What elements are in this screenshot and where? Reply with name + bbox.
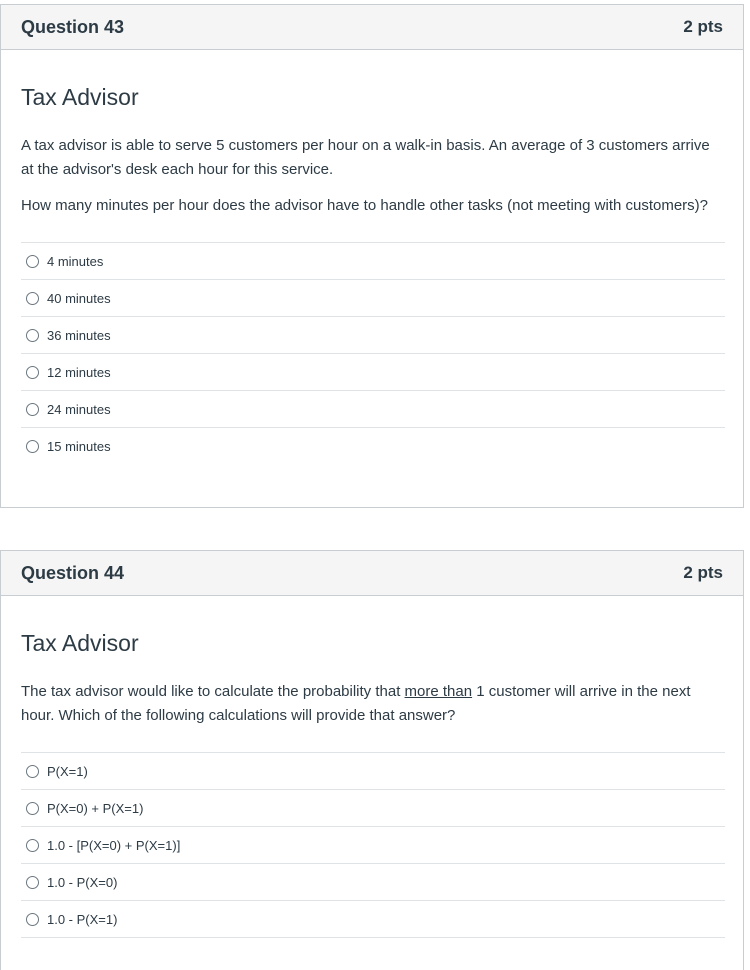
radio-button[interactable] [26, 366, 39, 379]
answer-label: 1.0 - [P(X=0) + P(X=1)] [47, 837, 181, 853]
answer-option[interactable] [21, 280, 725, 317]
answer-option[interactable] [21, 753, 725, 790]
radio-button[interactable] [26, 913, 39, 926]
answer-label: 36 minutes [47, 327, 111, 343]
answer-option[interactable] [21, 391, 725, 428]
question-title: Question 43 [21, 16, 125, 37]
answer-option[interactable] [21, 827, 725, 864]
question-43 [0, 4, 744, 508]
question-text-1: A tax advisor is able to serve 5 customers per hour on a walk-in basis. An average of 3 customers arrive at the advisor's desk each hour for this service. [21, 137, 710, 178]
answer-option[interactable] [21, 901, 725, 938]
answer-option[interactable] [21, 317, 725, 354]
answer-option[interactable] [21, 428, 725, 465]
answer-label: 15 minutes [47, 439, 111, 454]
question-title: Question 44 [21, 562, 125, 583]
question-points: 2 pts [683, 563, 723, 582]
question-text-after: 1 customer will arrive in the next hour. Which of the following calculations will provide that answer? [21, 683, 691, 724]
question-body [1, 629, 743, 938]
question-points: 2 pts [683, 17, 723, 36]
answer-option[interactable] [21, 790, 725, 827]
radio-button[interactable] [26, 839, 39, 852]
question-header [1, 5, 743, 50]
question-heading: Tax Advisor [21, 84, 139, 110]
answer-label: P(X=1) [47, 763, 88, 779]
answer-label: P(X=0) + P(X=1) [47, 800, 144, 816]
answer-option[interactable] [21, 864, 725, 901]
radio-button[interactable] [26, 292, 39, 305]
radio-button[interactable] [26, 440, 39, 453]
answer-label: 24 minutes [47, 401, 111, 417]
question-header [1, 551, 743, 596]
question-body [1, 83, 743, 465]
radio-button[interactable] [26, 329, 39, 342]
question-text-2: How many minutes per hour does the advisor have to handle other tasks (not meeting with customers)? [21, 197, 709, 214]
answer-label: 4 minutes [47, 253, 104, 269]
question-44 [0, 550, 744, 970]
radio-button[interactable] [26, 876, 39, 889]
radio-button[interactable] [26, 802, 39, 815]
radio-button[interactable] [26, 255, 39, 268]
answer-label: 12 minutes [47, 364, 111, 380]
answer-option[interactable] [21, 243, 725, 280]
answer-label: 1.0 - P(X=1) [47, 911, 118, 927]
question-text-before: The tax advisor would like to calculate the probability that [21, 683, 405, 700]
answer-option[interactable] [21, 354, 725, 391]
question-text-emphasis: more than [404, 683, 473, 700]
radio-button[interactable] [26, 765, 39, 778]
answer-list [21, 242, 725, 465]
answer-label: 40 minutes [47, 290, 111, 306]
answer-label: 1.0 - P(X=0) [47, 874, 118, 890]
radio-button[interactable] [26, 403, 39, 416]
question-text [21, 680, 723, 728]
question-heading: Tax Advisor [21, 630, 139, 656]
answer-list [21, 752, 725, 938]
